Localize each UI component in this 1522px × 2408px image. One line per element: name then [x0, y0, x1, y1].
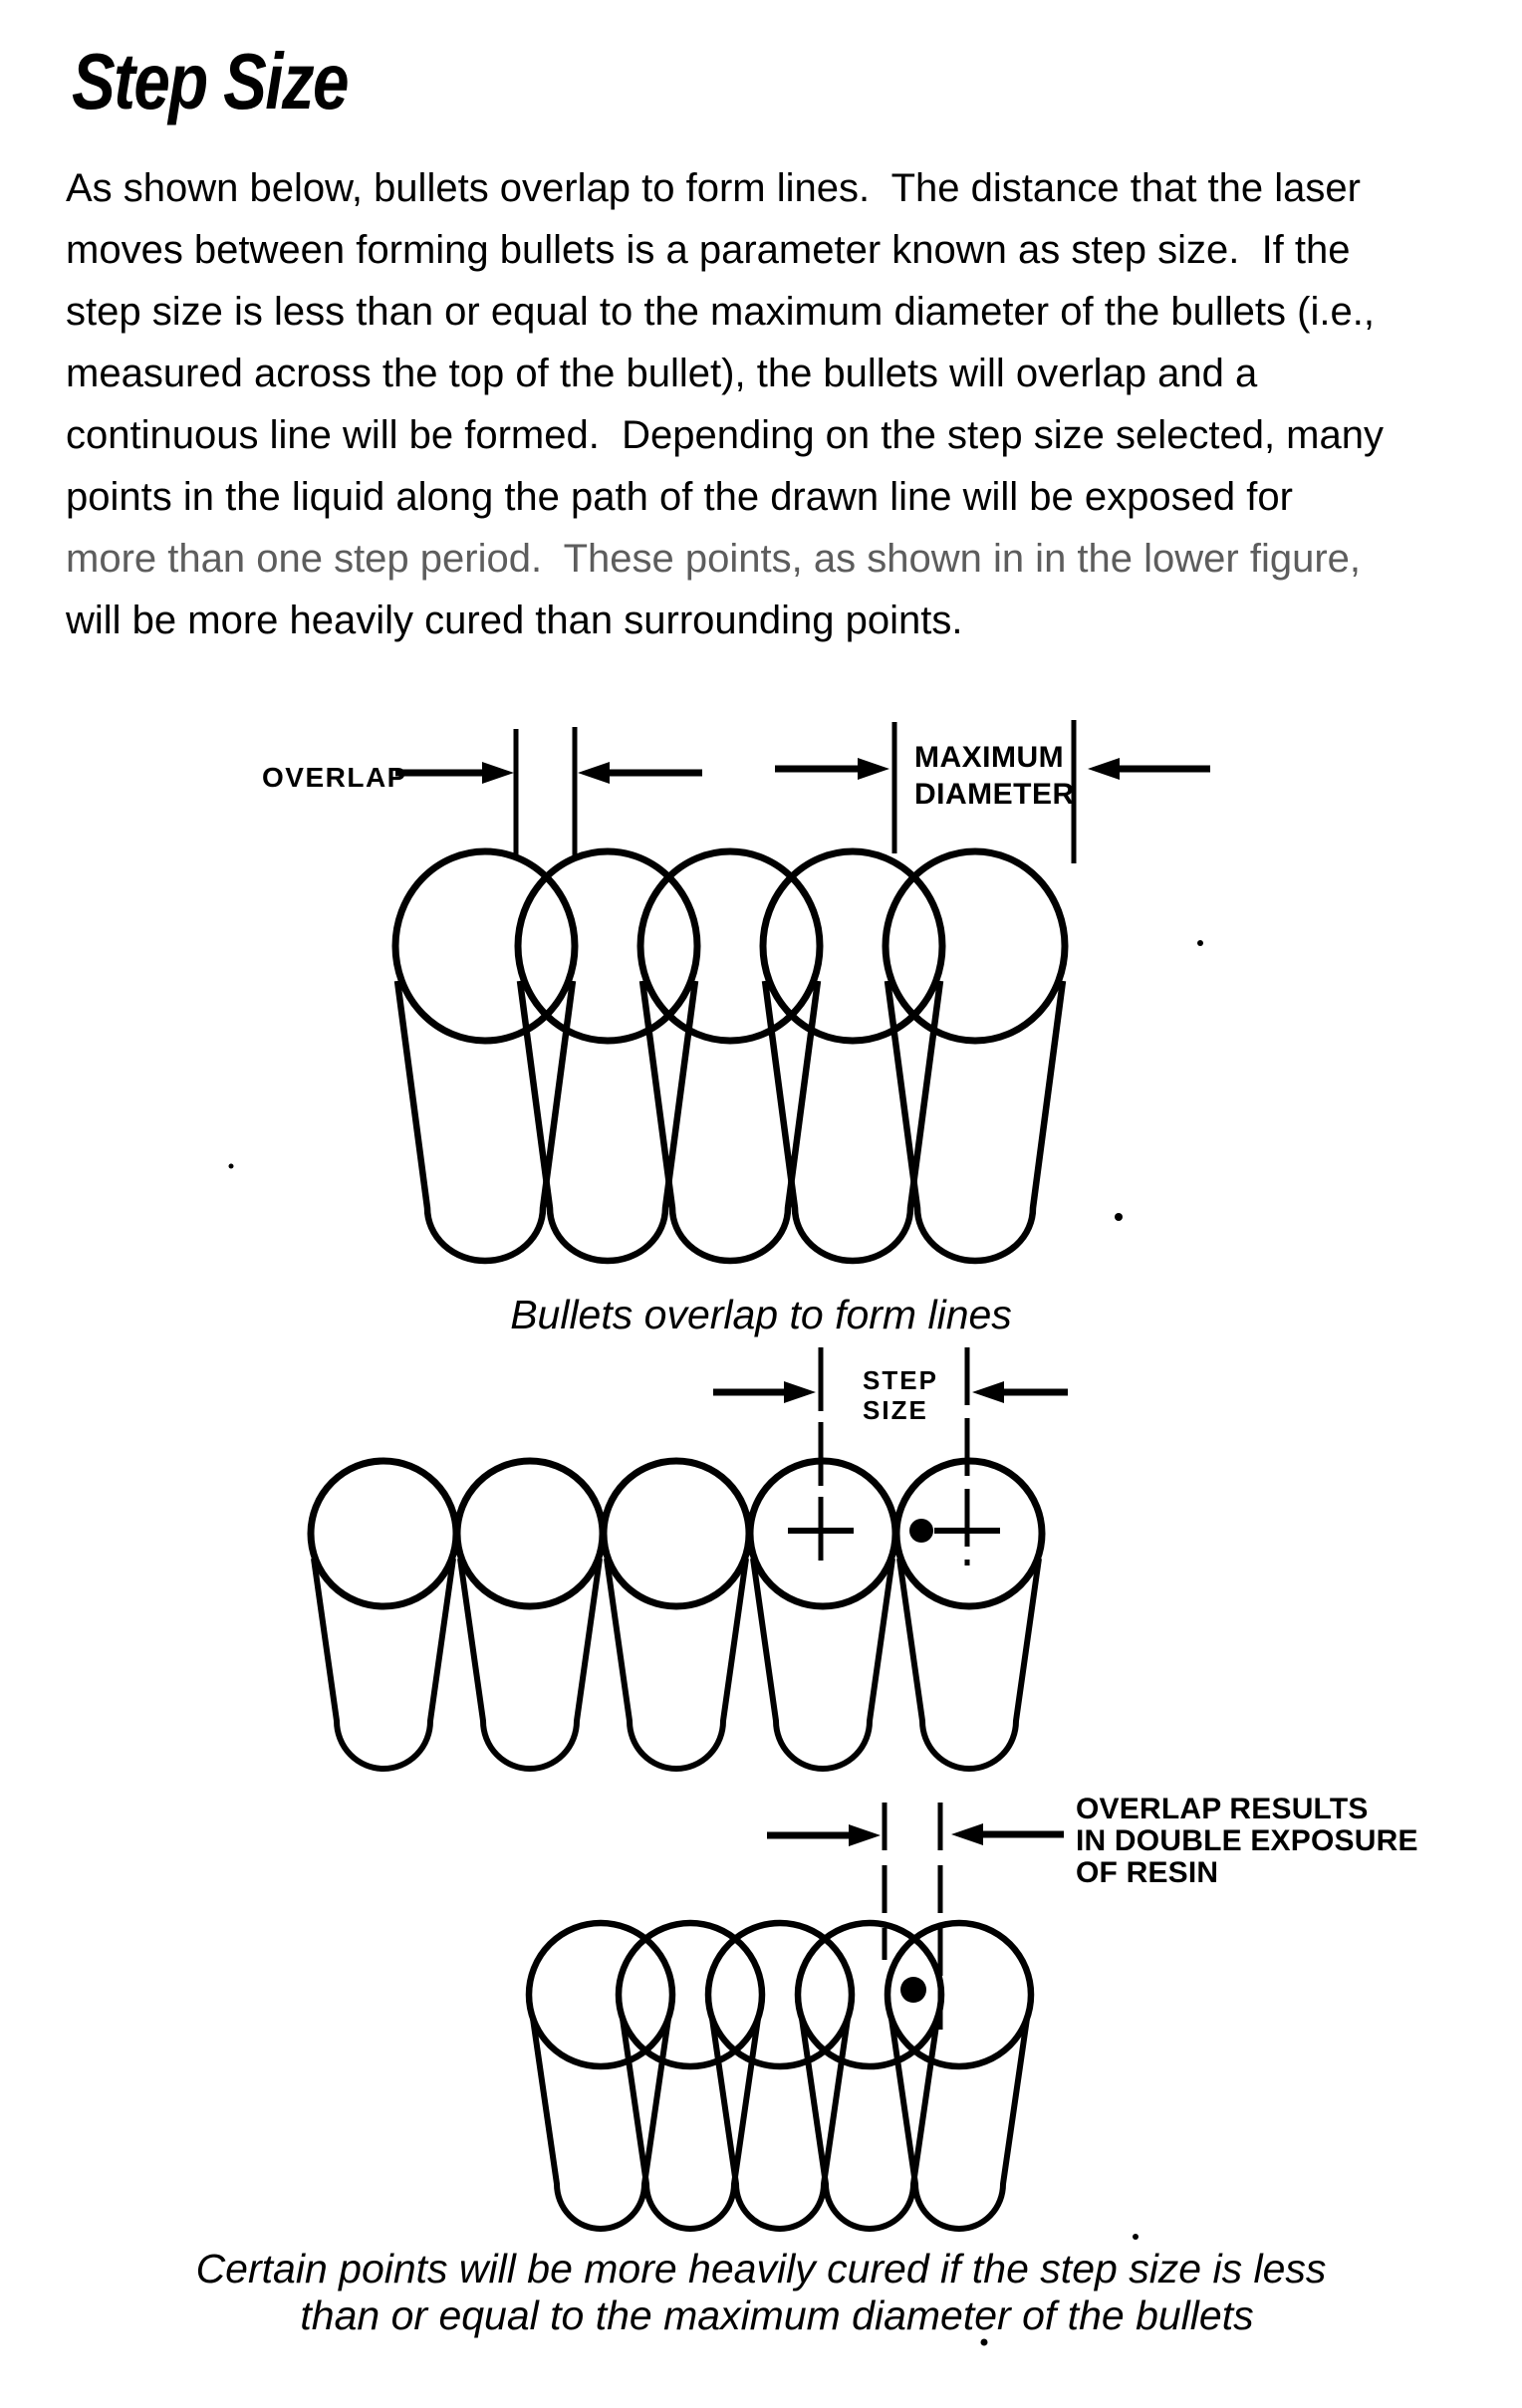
paragraph-line: measured across the top of the bullet), the bullets will overlap and a [66, 352, 1258, 395]
bullet-body [765, 981, 940, 1261]
page-title: Step Size [72, 37, 348, 125]
bullet-top [604, 1461, 749, 1606]
fig1-arrow4-head [1088, 758, 1120, 780]
bullet-top [311, 1461, 456, 1606]
bullet-top [619, 1923, 762, 2066]
fig1-maximum-label: MAXIMUM [914, 741, 1065, 774]
fig1-bullets [395, 851, 1065, 1261]
fig2-double-exposure-dot [909, 1519, 933, 1543]
figure1-caption [0, 1292, 1522, 1338]
bullet-top [886, 851, 1065, 1041]
paragraph-line: points in the liquid along the path of the drawn line will be exposed for [66, 475, 1293, 519]
fig1-overlap-label: OVERLAP [262, 762, 407, 793]
figure1-overlap-diagram [262, 720, 1210, 1261]
fig3-arrow-left-head [849, 1824, 881, 1846]
paragraph-line: will be more heavily cured than surrounding points. [66, 599, 963, 642]
fig3-label-line3: OF RESIN [1076, 1856, 1219, 1889]
figure2-stepsize-diagram [311, 1347, 1068, 1769]
bullet-body [642, 981, 818, 1261]
fig2-bullets [311, 1461, 1042, 1769]
scan-specks [229, 940, 1204, 2346]
fig2-step-label: STEP [863, 1365, 938, 1395]
fig3-label-line1: OVERLAP RESULTS [1076, 1793, 1369, 1825]
paragraph-line: continuous line will be formed. Depending on the step size selected, many [66, 413, 1384, 457]
bullet-body [397, 981, 573, 1261]
fig3-bullets [529, 1923, 1031, 2229]
paragraph-line: As shown below, bullets overlap to form lines. The distance that the laser [66, 166, 1361, 210]
figure3-caption-line1: Certain points will be more heavily cured if the step size is less [195, 2246, 1327, 2291]
fig3-label-line2: IN DOUBLE EXPOSURE [1076, 1824, 1418, 1857]
fig3-arrow-right-head [951, 1823, 983, 1845]
fig2-size-label: SIZE [863, 1395, 928, 1425]
paragraph-line-faded: more than one step period. These points, as shown in in the lower figure, [66, 537, 1362, 581]
fig3-double-exposure-dot [900, 1977, 926, 2003]
figure3-doubleexposure-diagram [529, 1793, 1418, 2229]
fig1-arrow2-head [578, 762, 610, 784]
bullet-top [708, 1923, 852, 2066]
figure3-caption-line2: than or equal to the maximum diameter of the bullets [300, 2292, 1254, 2338]
figure3-caption [0, 2246, 1522, 2339]
fig1-arrow3-head [858, 758, 889, 780]
paragraph-line: step size is less than or equal to the maximum diameter of the bullets (i.e., [66, 290, 1375, 334]
bullet-body [520, 981, 695, 1261]
fig2-arrow-left-head [784, 1381, 816, 1403]
fig2-arrow-right-head [972, 1381, 1004, 1403]
paragraph-line: moves between forming bullets is a parameter known as step size. If the [66, 228, 1351, 272]
bullet-body [888, 981, 1063, 1261]
fig1-arrow1-head [482, 762, 514, 784]
bullet-top [529, 1923, 672, 2066]
fig1-diameter-label: DIAMETER [914, 778, 1075, 811]
figure1-caption-text: Bullets overlap to form lines [510, 1292, 1012, 1337]
bullet-top [457, 1461, 603, 1606]
